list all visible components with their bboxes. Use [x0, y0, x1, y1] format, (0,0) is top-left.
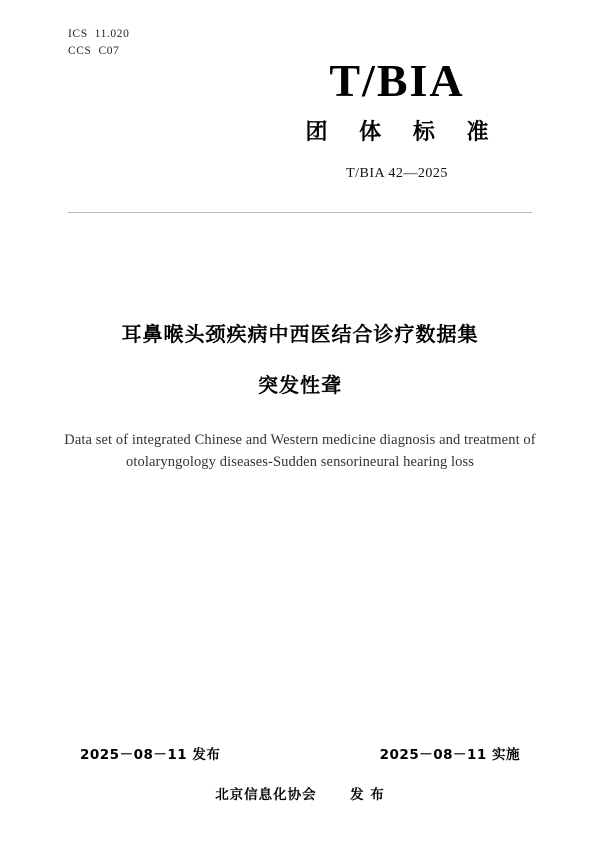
footer-dates	[80, 743, 520, 763]
page-subtitle: 突发性聋	[258, 373, 342, 397]
masthead	[262, 56, 532, 182]
publisher-line	[0, 783, 600, 803]
standard-logo-cn: 团 体 标 准	[305, 120, 501, 145]
english-title	[60, 429, 540, 473]
issue-date: 2025－08－11 发布	[80, 747, 221, 763]
ccs-code: CCS C07	[68, 45, 120, 57]
english-title-line-1: Data set of integrated Chinese and Western medicine diagnosis and treatment of	[64, 432, 536, 448]
ics-code: ICS 11.020	[68, 28, 130, 40]
implementation-date: 2025－08－11 实施	[379, 747, 520, 763]
page-title: 耳鼻喉头颈疾病中西医结合诊疗数据集	[121, 322, 479, 346]
standard-number: T/BIA 42—2025	[346, 166, 448, 181]
standard-logo: T/BIA	[329, 55, 465, 106]
header-divider	[68, 212, 532, 213]
publisher-action: 发 布	[350, 787, 385, 803]
publisher-name: 北京信息化协会	[215, 787, 317, 803]
english-title-line-2: otolaryngology diseases-Sudden sensorineural hearing loss	[126, 454, 474, 470]
classification-codes	[68, 26, 129, 60]
title-block	[60, 320, 540, 473]
